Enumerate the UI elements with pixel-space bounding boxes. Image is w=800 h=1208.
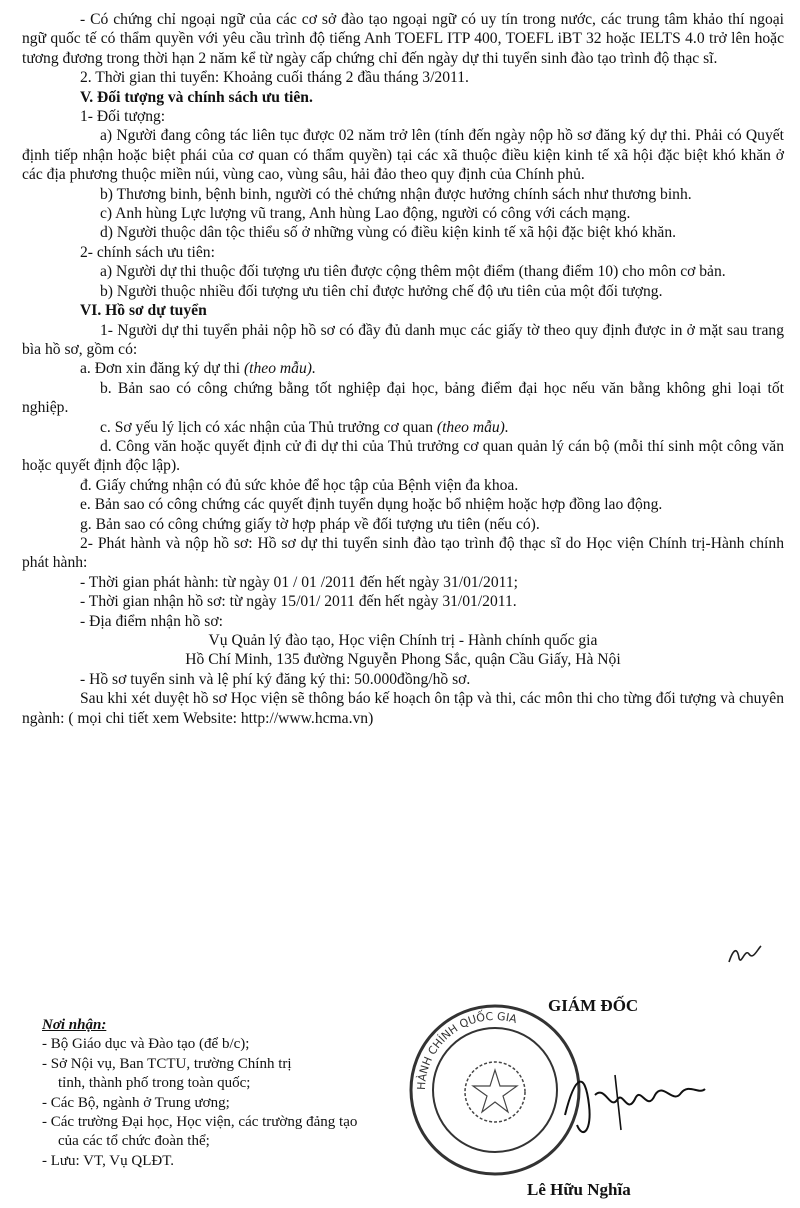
language-requirement-paragraph: - Có chứng chỉ ngoại ngữ của các cơ sở đào tạo ngoại ngữ có uy tín trong nước, các trung tâm khảo thí ngoại ngữ quốc tế có thẩm quyền với yêu cầu trình độ tiếng Anh TOEFL ITP 400, TOEFL iBT 32 hoặc IELTS 4.0 trở lên hoặc tương đương trong thời hạn 2 năm kể từ ngày cấp chứng chỉ đến ngày dự thi tuyển sinh đào tạo trình độ thạc sĩ. [22,11,784,67]
recipient-item: của các tổ chức đoàn thể; [58,1133,210,1150]
dossier-item-dd: đ. Giấy chứng nhận có đủ sức khỏe để học tập của Bệnh viện đa khoa. [80,476,519,494]
recipient-item: - Các Bộ, ngành ở Trung ương; [42,1094,230,1111]
receipt-location-label: - Địa điểm nhận hồ sơ: [80,612,223,630]
recipient-item: - Sở Nội vụ, Ban TCTU, trường Chính trị [42,1055,292,1072]
dossier-item-e: e. Bản sao có công chứng các quyết định tuyển dụng hoặc bổ nhiệm hoặc hợp đồng lao động. [80,496,663,514]
dossier-intro: 1- Người dự thi tuyển phải nộp hồ sơ có đầy đủ danh mục các giấy tờ theo quy định được in ở mặt sau trang bìa hồ sơ, gồm có: [22,321,784,358]
dossier-item-a: a. Đơn xin đăng ký dự thi (theo mẫu). [80,360,316,378]
exam-time-paragraph: 2. Thời gian thi tuyển: Khoảng cuối tháng 2 đầu tháng 3/2011. [80,69,469,87]
handwritten-initials [725,940,765,970]
subject-c: c) Anh hùng Lực lượng vũ trang, Anh hùng Lao động, người có công với cách mạng. [100,205,631,223]
signatory-name: Lê Hữu Nghĩa [527,1180,631,1199]
closing-paragraph: Sau khi xét duyệt hồ sơ Học viện sẽ thông báo kế hoạch ôn tập và thi, các môn thi cho từng đối tượng và chuyên ngành: ( mọi chi tiết xem Website: http://www.hcma.vn) [22,690,784,727]
handwritten-signature [555,1055,715,1145]
fee-paragraph: - Hồ sơ tuyển sinh và lệ phí ký đăng ký thi: 50.000đồng/hồ sơ. [80,670,471,688]
issuance-paragraph: 2- Phát hành và nộp hồ sơ: Hồ sơ dự thi tuyển sinh đào tạo trình độ thạc sĩ do Học viện Chính trị-Hành chính phát hành: [22,534,784,572]
recipients-title: Nơi nhận: [42,1017,107,1033]
address-line-1: Vụ Quản lý đào tạo, Học viện Chính trị - Hành chính quốc gia [208,632,598,649]
recipient-item: - Lưu: VT, Vụ QLĐT. [42,1152,175,1169]
priority-b: b) Người thuộc nhiều đối tượng ưu tiên chỉ được hưởng chế độ ưu tiên của một đối tượng. [100,282,663,300]
subject-a: a) Người đang công tác liên tục được 02 năm trở lên (tính đến ngày nộp hồ sơ đăng ký dự thi. Phải có Quyết định tiếp nhận hoặc biệt phái của cơ quan có thẩm quyền) tại các xã thuộc điều kiện kinh tế xã hội đặc biệt khó khăn ở các địa phương thuộc miền núi, vùng cao, vùng sâu, hải đảo theo quy định của Chính phủ. [22,127,784,184]
subject-d: d) Người thuộc dân tộc thiểu số ở những vùng có điều kiện kinh tế xã hội đặc biệt khó khăn. [100,224,677,242]
priority-policy-heading: 2- chính sách ưu tiên: [80,243,215,261]
subject-b: b) Thương binh, bệnh binh, người có thẻ chứng nhận được hưởng chính sách như thương binh. [100,185,692,203]
signatory-title: GIÁM ĐỐC [548,996,639,1015]
section-vi-heading: VI. Hồ sơ dự tuyển [80,302,207,320]
dossier-item-g: g. Bản sao có công chứng giấy tờ hợp pháp về đối tượng ưu tiên (nếu có). [80,515,540,533]
priority-a: a) Người dự thi thuộc đối tượng ưu tiên được cộng thêm một điểm (thang điểm 10) cho môn cơ bản. [100,263,726,281]
section-v-heading: V. Đối tượng và chính sách ưu tiên. [80,88,313,106]
address-line-2: Hồ Chí Minh, 135 đường Nguyễn Phong Sắc, quận Cầu Giấy, Hà Nội [185,651,621,669]
dossier-item-b: b. Bản sao có công chứng bằng tốt nghiệp đại học, bảng điểm đại học nếu văn bằng không ghi loại tốt nghiệp. [22,379,784,417]
dossier-item-d: d. Công văn hoặc quyết định cử đi dự thi của Thủ trưởng cơ quan quản lý cán bộ (mỗi thí sinh một công văn hoặc quyết định độc lập). [22,437,784,475]
seal-text: HÀNH CHÍNH QUỐC GIA [414,1009,519,1091]
document-body [22,10,784,728]
recipient-item: tỉnh, thành phố trong toàn quốc; [58,1075,251,1092]
svg-text:HÀNH CHÍNH QUỐC GIA [415,1010,519,1091]
recipient-item: - Bộ Giáo dục và Đào tạo (để b/c); [42,1036,250,1053]
receipt-time: - Thời gian nhận hồ sơ: từ ngày 15/01/ 2011 đến hết ngày 31/01/2011. [80,593,517,611]
recipient-item: - Các trường Đại học, Học viện, các trường đảng tạo [42,1114,358,1131]
dossier-item-c: c. Sơ yếu lý lịch có xác nhận của Thủ trưởng cơ quan (theo mẫu). [100,418,509,436]
issuance-time: - Thời gian phát hành: từ ngày 01 / 01 /2011 đến hết ngày 31/01/2011; [80,573,518,591]
subject-heading: 1- Đối tượng: [80,108,166,126]
